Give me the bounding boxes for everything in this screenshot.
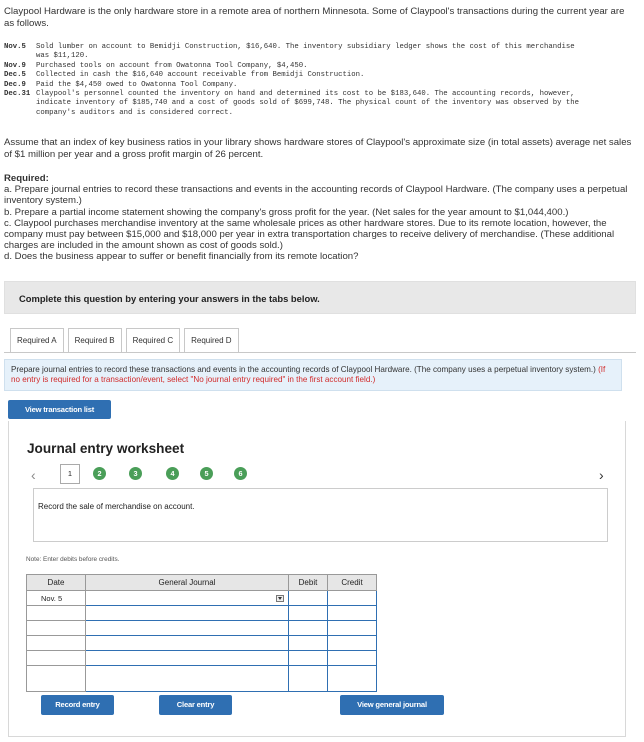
table-row	[27, 621, 377, 636]
date-cell	[27, 606, 86, 621]
date-cell	[27, 666, 86, 692]
required-title: Required:	[4, 173, 49, 184]
instruction-main: Prepare journal entries to record these transactions and events in the accounting records of Claypool Hardware. (The company uses a perpetual inventory system.)	[11, 365, 596, 374]
tab-required-c[interactable]: Required C	[126, 328, 180, 353]
table-row	[27, 636, 377, 651]
tab-required-d[interactable]: Required D	[184, 328, 238, 353]
date-cell	[27, 651, 86, 666]
chevron-down-icon[interactable]	[276, 595, 284, 602]
journal-table	[26, 574, 377, 692]
required-item-b: b. Prepare a partial income statement showing the company's gross profit for the year. (Net sales for the year amount to $1,044,400.)	[4, 206, 569, 218]
clear-entry-button[interactable]: Clear entry	[159, 695, 232, 715]
credit-header: Credit	[328, 575, 377, 591]
instruction-box	[4, 359, 622, 391]
transaction-row	[4, 71, 636, 80]
transaction-row	[4, 81, 636, 90]
debit-input[interactable]	[289, 651, 328, 666]
transaction-row	[4, 90, 636, 118]
page-4-button[interactable]: 4	[166, 467, 179, 480]
required-item-d: d. Does the business appear to suffer or benefit financially from its remote location?	[4, 251, 359, 263]
table-header-row	[27, 575, 377, 591]
credit-input[interactable]	[328, 666, 377, 692]
transaction-date: Dec.5	[4, 71, 26, 80]
debit-input[interactable]	[289, 621, 328, 636]
account-select[interactable]	[86, 591, 289, 606]
page-5-button[interactable]: 5	[200, 467, 213, 480]
page-1-button[interactable]: 1	[60, 464, 80, 484]
account-select[interactable]	[86, 606, 289, 621]
account-select[interactable]	[86, 651, 289, 666]
transaction-text: Paid the $4,450 owed to Owatonna Tool Company.	[36, 80, 238, 89]
credit-input[interactable]	[328, 636, 377, 651]
complete-banner	[4, 281, 636, 314]
view-transaction-list-button[interactable]: View transaction list	[8, 400, 111, 419]
credit-input[interactable]	[328, 621, 377, 636]
task-box	[33, 488, 608, 542]
debit-header: Debit	[289, 575, 328, 591]
account-select[interactable]	[86, 636, 289, 651]
credit-input[interactable]	[328, 591, 377, 606]
credit-input[interactable]	[328, 651, 377, 666]
prev-arrow-icon[interactable]: ‹	[31, 467, 36, 483]
view-general-journal-button[interactable]: View general journal	[340, 695, 444, 715]
transaction-date: Dec.9	[4, 80, 26, 89]
debit-input[interactable]	[289, 666, 328, 692]
transaction-row	[4, 43, 636, 62]
worksheet-title: Journal entry worksheet	[27, 441, 185, 456]
transaction-list	[4, 43, 636, 118]
debit-input[interactable]	[289, 636, 328, 651]
transaction-text: Purchased tools on account from Owatonna Tool Company, $4,450.	[36, 61, 308, 70]
table-row	[27, 651, 377, 666]
tab-required-a[interactable]: Required A	[10, 328, 64, 353]
transaction-date: Nov.5	[4, 43, 26, 51]
debit-input[interactable]	[289, 606, 328, 621]
page-3-button[interactable]: 3	[129, 467, 142, 480]
date-cell	[27, 621, 86, 636]
page-2-button[interactable]: 2	[93, 467, 106, 480]
date-cell	[27, 636, 86, 651]
transaction-text: Sold lumber on account to Bemidji Construction, $16,640. The inventory subsidiary ledger shows the cost of this merchandise was $11,120.	[36, 43, 575, 61]
journal-worksheet	[8, 421, 626, 737]
date-cell: Nov. 5	[27, 591, 86, 606]
transaction-date: Nov.9	[4, 61, 26, 70]
account-select[interactable]	[86, 621, 289, 636]
tab-divider	[4, 352, 636, 353]
task-text: Record the sale of merchandise on account.	[38, 502, 195, 511]
table-row	[27, 666, 377, 692]
credit-input[interactable]	[328, 606, 377, 621]
account-header: General Journal	[86, 575, 289, 591]
required-item-a: a. Prepare journal entries to record these transactions and events in the accounting records of Claypool Hardware. (The company uses a perpetual inventory system.)	[4, 184, 628, 207]
transaction-date: Dec.31	[4, 90, 31, 99]
transaction-text: Claypool's personnel counted the inventory on hand and determined its cost to be $183,640. The accounting records, however, indicate inventory of $185,740 and a cost of goods sold of $699,748. The physical count of the inventory was observed by the company's auditors and is considered correct.	[36, 90, 579, 117]
next-arrow-icon[interactable]: ›	[599, 467, 604, 483]
instruction-note: (If no entry is required for a transaction/event, select "No journal entry required" in the first account field.)	[11, 365, 606, 384]
table-row	[27, 591, 377, 606]
transaction-row	[4, 62, 636, 71]
account-select[interactable]	[86, 666, 289, 692]
required-item-c: c. Claypool purchases merchandise inventory at the same wholesale prices as other hardware stores. Due to its remote location, however, the company must pay between $15,000 and $18,000 per year in extra transportation charges to receive delivery of merchandise. (These additional charges are included in the amount shown as cost of goods sold.)	[4, 217, 615, 252]
assumption-text: Assume that an index of key business ratios in your library shows hardware stores of Claypool's approximate size (in total assets) average net sales of $1 million per year and a gross profit margin of 26 percent.	[4, 137, 632, 160]
date-header: Date	[27, 575, 86, 591]
complete-text: Complete this question by entering your answers in the tabs below.	[19, 293, 320, 304]
debit-input[interactable]	[289, 591, 328, 606]
transaction-text: Collected in cash the $16,640 account receivable from Bemidji Construction.	[36, 71, 365, 80]
table-row	[27, 606, 377, 621]
record-entry-button[interactable]: Record entry	[41, 695, 114, 715]
required-section	[4, 173, 636, 263]
tab-required-b[interactable]: Required B	[68, 328, 122, 353]
debits-note: Note: Enter debits before credits.	[26, 556, 120, 563]
requirement-tabs	[10, 328, 243, 353]
page-6-button[interactable]: 6	[234, 467, 247, 480]
problem-intro: Claypool Hardware is the only hardware store in a remote area of northern Minnesota. Some of Claypool's transactions during the current year are as follows.	[4, 6, 625, 29]
